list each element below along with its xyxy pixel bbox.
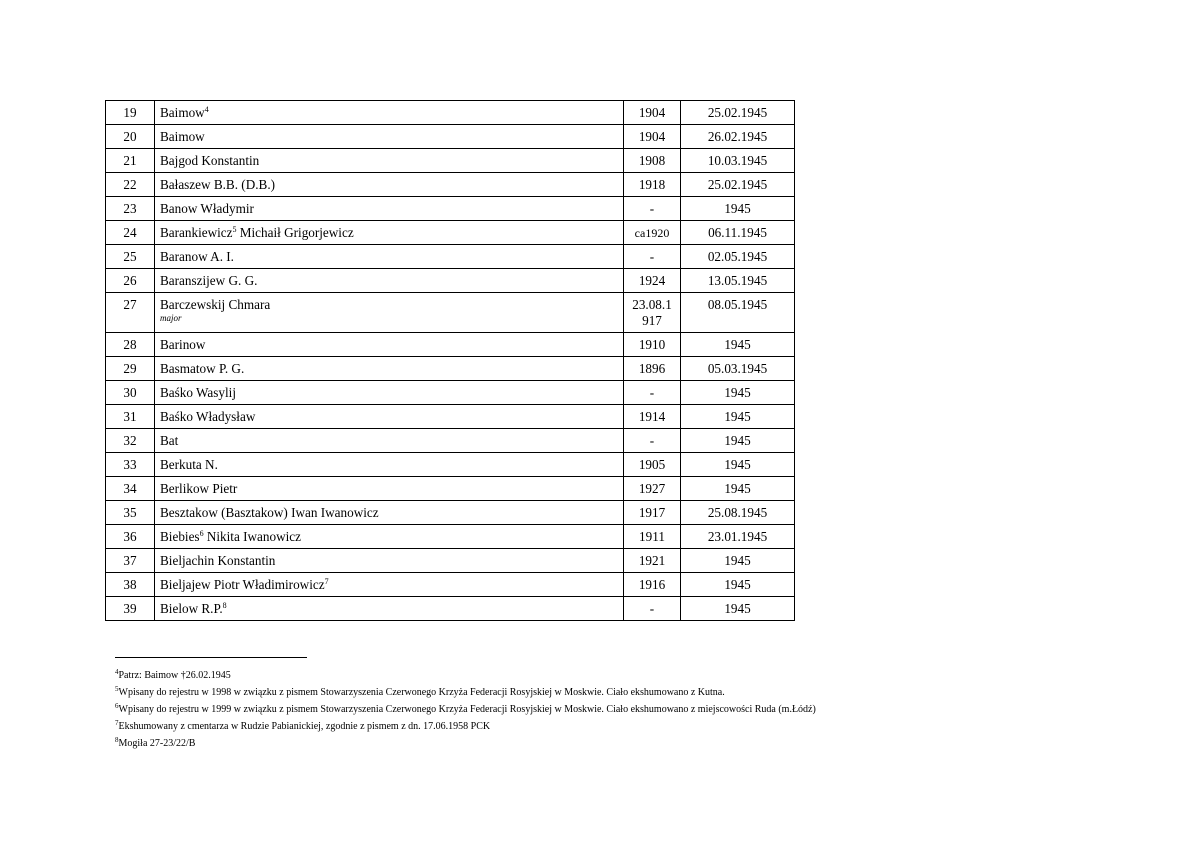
death-date-cell: 1945 bbox=[681, 597, 795, 621]
death-date-cell: 08.05.1945 bbox=[681, 293, 795, 333]
row-number-cell: 32 bbox=[106, 429, 155, 453]
death-date-cell: 1945 bbox=[681, 405, 795, 429]
footnote-number: 6 bbox=[115, 702, 119, 710]
person-name: Baranszijew G. G. bbox=[160, 273, 258, 288]
birth-year: 1904 bbox=[638, 105, 666, 120]
person-name: Baimow bbox=[160, 105, 205, 120]
birth-year: 1905 bbox=[638, 457, 666, 472]
table-row bbox=[106, 429, 795, 453]
footnote-text: Mogiła 27-23/22/B bbox=[118, 738, 196, 749]
death-date-cell: 25.08.1945 bbox=[681, 501, 795, 525]
row-number-cell: 29 bbox=[106, 357, 155, 381]
name-cell bbox=[155, 549, 624, 573]
name-cell bbox=[155, 293, 624, 333]
name-cell bbox=[155, 429, 624, 453]
table-row bbox=[106, 173, 795, 197]
row-number-cell: 39 bbox=[106, 597, 155, 621]
birth-year-cell bbox=[624, 501, 681, 525]
birth-year-cell bbox=[624, 573, 681, 597]
birth-year-cell bbox=[624, 197, 681, 221]
birth-year: 1924 bbox=[638, 273, 666, 288]
table-row bbox=[106, 333, 795, 357]
person-name: Barinow bbox=[160, 337, 206, 352]
death-date-cell: 1945 bbox=[681, 573, 795, 597]
death-date-cell: 25.02.1945 bbox=[681, 101, 795, 125]
person-name: Baimow bbox=[160, 129, 205, 144]
birth-year: - bbox=[649, 433, 655, 448]
name-cell bbox=[155, 269, 624, 293]
register-table-body bbox=[106, 101, 795, 621]
birth-year: 1927 bbox=[638, 481, 666, 496]
person-name-continued: Michaił Grigorjewicz bbox=[236, 225, 354, 240]
name-cell bbox=[155, 573, 624, 597]
footnote-ref: 5 bbox=[232, 225, 237, 234]
death-date-cell: 26.02.1945 bbox=[681, 125, 795, 149]
footnote-number: 5 bbox=[115, 685, 119, 693]
row-number-cell: 27 bbox=[106, 293, 155, 333]
birth-year: - bbox=[649, 601, 655, 616]
death-date-cell: 1945 bbox=[681, 477, 795, 501]
birth-year-cell bbox=[624, 333, 681, 357]
name-cell bbox=[155, 501, 624, 525]
birth-year: 1916 bbox=[638, 577, 666, 592]
person-name: Baranow A. I. bbox=[160, 249, 234, 264]
birth-year-cell bbox=[624, 381, 681, 405]
footnote-text: Wpisany do rejestru w 1998 w związku z pismem Stowarzyszenia Czerwonego Krzyża Federacji Rosyjskiej w Moskwie. Ciało ekshumowano z Kutna. bbox=[118, 687, 725, 698]
birth-year: - bbox=[649, 201, 655, 216]
birth-year-cell bbox=[624, 293, 681, 333]
death-date-cell: 1945 bbox=[681, 429, 795, 453]
row-number-cell: 26 bbox=[106, 269, 155, 293]
birth-year: 1904 bbox=[638, 129, 666, 144]
birth-year-cell bbox=[624, 101, 681, 125]
birth-year-cell bbox=[624, 149, 681, 173]
name-cell bbox=[155, 173, 624, 197]
person-name: Basmatow P. G. bbox=[160, 361, 245, 376]
name-cell bbox=[155, 333, 624, 357]
death-date-cell: 10.03.1945 bbox=[681, 149, 795, 173]
footnotes bbox=[115, 667, 1175, 752]
table-row bbox=[106, 405, 795, 429]
birth-year-cell bbox=[624, 549, 681, 573]
name-cell bbox=[155, 245, 624, 269]
person-name: Berlikow Pietr bbox=[160, 481, 238, 496]
birth-year: 1918 bbox=[638, 177, 666, 192]
name-cell bbox=[155, 525, 624, 549]
name-cell bbox=[155, 221, 624, 245]
person-name: Bielow R.P. bbox=[160, 601, 223, 616]
death-date-cell: 1945 bbox=[681, 549, 795, 573]
footnote bbox=[115, 735, 1175, 752]
death-date-cell: 23.01.1945 bbox=[681, 525, 795, 549]
birth-year: 1910 bbox=[638, 337, 666, 352]
row-number-cell: 35 bbox=[106, 501, 155, 525]
birth-year: ca1920 bbox=[634, 226, 670, 240]
footnote-number: 4 bbox=[115, 668, 119, 676]
name-cell bbox=[155, 381, 624, 405]
name-cell bbox=[155, 405, 624, 429]
row-number-cell: 38 bbox=[106, 573, 155, 597]
table-row bbox=[106, 101, 795, 125]
footnote bbox=[115, 684, 1175, 701]
person-name: Bałaszew B.B. (D.B.) bbox=[160, 177, 276, 192]
birth-year: 1917 bbox=[638, 505, 666, 520]
row-number-cell: 33 bbox=[106, 453, 155, 477]
row-number-cell: 34 bbox=[106, 477, 155, 501]
birth-year-cell bbox=[624, 245, 681, 269]
footnote-text: Patrz: Baimow †26.02.1945 bbox=[118, 670, 231, 681]
death-date-cell: 25.02.1945 bbox=[681, 173, 795, 197]
table-row bbox=[106, 597, 795, 621]
footnote bbox=[115, 701, 1175, 718]
table-row bbox=[106, 293, 795, 333]
death-date-cell: 1945 bbox=[681, 381, 795, 405]
death-date-cell: 1945 bbox=[681, 453, 795, 477]
table-row bbox=[106, 501, 795, 525]
table-row bbox=[106, 573, 795, 597]
table-row bbox=[106, 197, 795, 221]
table-row bbox=[106, 221, 795, 245]
name-cell bbox=[155, 477, 624, 501]
table-row bbox=[106, 381, 795, 405]
footnote-number: 7 bbox=[115, 719, 119, 727]
person-name-continued: Nikita Iwanowicz bbox=[203, 529, 301, 544]
person-name: Besztakow (Basztakow) Iwan Iwanowicz bbox=[160, 505, 379, 520]
birth-year-cell bbox=[624, 429, 681, 453]
name-cell bbox=[155, 197, 624, 221]
table-row bbox=[106, 549, 795, 573]
footnote-text: Ekshumowany z cmentarza w Rudzie Pabianickiej, zgodnie z pismem z dn. 17.06.1958 PCK bbox=[118, 721, 491, 732]
death-date-cell: 13.05.1945 bbox=[681, 269, 795, 293]
table-row bbox=[106, 125, 795, 149]
footnote-ref: 8 bbox=[222, 601, 227, 610]
death-date-cell: 02.05.1945 bbox=[681, 245, 795, 269]
table-row bbox=[106, 477, 795, 501]
birth-year: - bbox=[649, 249, 655, 264]
row-number-cell: 19 bbox=[106, 101, 155, 125]
name-cell bbox=[155, 101, 624, 125]
name-cell bbox=[155, 453, 624, 477]
birth-year: 1896 bbox=[638, 361, 666, 376]
footnote-separator bbox=[115, 657, 307, 658]
person-name: Barankiewicz bbox=[160, 225, 233, 240]
birth-year-cell bbox=[624, 357, 681, 381]
death-date-cell: 06.11.1945 bbox=[681, 221, 795, 245]
birth-year-cell bbox=[624, 173, 681, 197]
row-number-cell: 30 bbox=[106, 381, 155, 405]
table-row bbox=[106, 245, 795, 269]
row-number-cell: 28 bbox=[106, 333, 155, 357]
row-number-cell: 22 bbox=[106, 173, 155, 197]
birth-year-cell bbox=[624, 597, 681, 621]
row-number-cell: 20 bbox=[106, 125, 155, 149]
birth-year-cell bbox=[624, 269, 681, 293]
birth-year-cell bbox=[624, 453, 681, 477]
footnote-ref: 7 bbox=[324, 577, 329, 586]
table-row bbox=[106, 269, 795, 293]
name-cell bbox=[155, 597, 624, 621]
table-row bbox=[106, 357, 795, 381]
table-row bbox=[106, 453, 795, 477]
person-name: Banow Władymir bbox=[160, 201, 254, 216]
birth-year-cell bbox=[624, 405, 681, 429]
death-date-cell: 1945 bbox=[681, 333, 795, 357]
birth-year: - bbox=[649, 385, 655, 400]
person-name: Barczewskij Chmara bbox=[160, 297, 271, 312]
row-number-cell: 37 bbox=[106, 549, 155, 573]
person-name: Baśko Władysław bbox=[160, 409, 256, 424]
footnote-ref: 4 bbox=[204, 105, 209, 114]
footnote-text: Wpisany do rejestru w 1999 w związku z pismem Stowarzyszenia Czerwonego Krzyża Federacji Rosyjskiej w Moskwie. Ciało ekshumowano z miejscowości Ruda (m.Łódź) bbox=[118, 704, 816, 715]
person-name: Bieljajew Piotr Władimirowicz bbox=[160, 577, 325, 592]
birth-year-cell bbox=[624, 525, 681, 549]
person-name: Biebies bbox=[160, 529, 200, 544]
footnote-number: 8 bbox=[115, 736, 119, 744]
row-number-cell: 31 bbox=[106, 405, 155, 429]
footnote bbox=[115, 718, 1175, 735]
row-number-cell: 25 bbox=[106, 245, 155, 269]
military-rank: major bbox=[160, 313, 182, 323]
person-name: Bieljachin Konstantin bbox=[160, 553, 276, 568]
death-date-cell: 1945 bbox=[681, 197, 795, 221]
person-name: Bajgod Konstantin bbox=[160, 153, 260, 168]
death-date-cell: 05.03.1945 bbox=[681, 357, 795, 381]
name-cell bbox=[155, 149, 624, 173]
birth-year: 23.08.1917 bbox=[632, 297, 672, 328]
birth-year: 1911 bbox=[639, 529, 665, 544]
name-cell bbox=[155, 125, 624, 149]
birth-year-cell bbox=[624, 125, 681, 149]
birth-year-cell bbox=[624, 477, 681, 501]
row-number-cell: 23 bbox=[106, 197, 155, 221]
table-row bbox=[106, 525, 795, 549]
table-row bbox=[106, 149, 795, 173]
name-cell bbox=[155, 357, 624, 381]
row-number-cell: 24 bbox=[106, 221, 155, 245]
birth-year: 1921 bbox=[638, 553, 666, 568]
person-name: Berkuta N. bbox=[160, 457, 218, 472]
burial-register-table bbox=[105, 100, 795, 621]
footnote-ref: 6 bbox=[199, 529, 204, 538]
birth-year: 1908 bbox=[638, 153, 666, 168]
birth-year: 1914 bbox=[638, 409, 666, 424]
footnote bbox=[115, 667, 1175, 684]
row-number-cell: 36 bbox=[106, 525, 155, 549]
person-name: Baśko Wasylij bbox=[160, 385, 236, 400]
birth-year-cell bbox=[624, 221, 681, 245]
person-name: Bat bbox=[160, 433, 179, 448]
row-number-cell: 21 bbox=[106, 149, 155, 173]
